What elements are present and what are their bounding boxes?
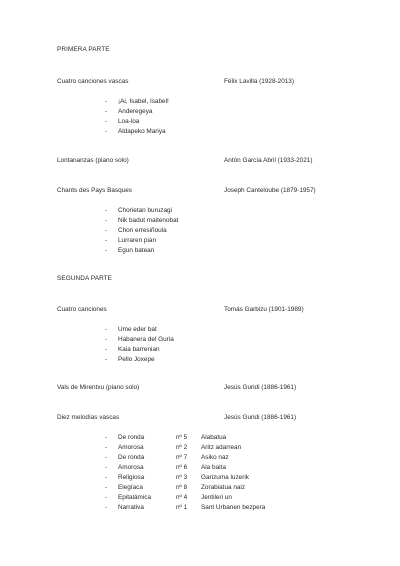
melody-title: Aritz adarrean [201,444,242,451]
melody-style: Amorosa [118,444,144,451]
list-item: ¡Ai, Isabel, Isabel! [118,98,169,105]
part-title-2: SEGUNDA PARTE [57,275,113,282]
list-bullet: - [105,217,108,224]
piece-composer: Jesús Guridi (1886-1961) [224,384,297,391]
list-bullet: - [105,207,108,214]
list-item: Nik badut maitenobat [118,217,179,224]
list-bullet: - [105,326,108,333]
list-bullet: - [105,128,108,135]
melody-style: Religiosa [118,474,145,481]
list-item: Chorietan buruzagi [118,207,172,214]
melody-number: nº 2 [176,444,188,451]
melody-title: Sant Urbanen bezpera [201,504,266,511]
melody-style: De ronda [118,434,145,441]
melody-title: Ala baita [201,464,226,471]
list-bullet: - [105,454,108,461]
melody-number: nº 3 [176,474,188,481]
melody-number: nº 7 [176,454,188,461]
list-bullet: - [105,464,108,471]
piece-composer: Joseph Canteloube (1879-1957) [224,187,316,194]
melody-title: Jentileri un [201,494,232,501]
list-bullet: - [105,227,108,234]
list-item: Lurraren pian [118,237,157,244]
piece-title: Cuatro canciones [57,306,107,313]
list-item: Anderegeya [118,108,153,115]
piece-composer: Tomás Garbizu (1901-1989) [224,306,304,313]
list-item: Aldapeko Mariya [118,128,166,135]
melody-style: Amorosa [118,464,144,471]
list-bullet: - [105,484,108,491]
list-bullet: - [105,118,108,125]
list-item: Habanera del Guria [118,336,174,343]
list-bullet: - [105,237,108,244]
part-title-1: PRIMERA PARTE [57,46,110,53]
piece-composer: Félix Lavilla (1928-2013) [224,78,294,85]
melody-number: nº 5 [176,434,188,441]
list-item: Ume eder bat [118,326,157,333]
melody-number: nº 4 [176,494,188,501]
piece-composer: Antón García Abril (1933-2021) [224,157,313,164]
piece-title: Diez melodías vascas [57,414,120,421]
list-item: Pello Joxepe [118,356,155,363]
piece-title: Chants des Pays Basques [57,187,132,194]
list-bullet: - [105,98,108,105]
list-bullet: - [105,474,108,481]
list-bullet: - [105,336,108,343]
list-bullet: - [105,108,108,115]
melody-title: Alabatua [201,434,227,441]
melody-number: nº 8 [176,484,188,491]
list-bullet: - [105,346,108,353]
melody-number: nº 1 [176,504,188,511]
list-item: Loa-loa [118,118,140,125]
piece-title: Cuatro canciones vascas [57,78,129,85]
list-bullet: - [105,494,108,501]
list-item: Chon erresiñoula [118,227,167,234]
list-bullet: - [105,247,108,254]
melody-style: De ronda [118,454,145,461]
piece-title: Lontananzas (piano solo) [57,157,129,164]
melody-style: Epitalámica [118,494,152,501]
list-bullet: - [105,356,108,363]
melody-style: Elegíaca [118,484,143,491]
list-bullet: - [105,504,108,511]
melody-title: Zorabiatua naiz [201,484,246,491]
melody-number: nº 6 [176,464,188,471]
piece-composer: Jesús Guridi (1886-1961) [224,414,297,421]
list-bullet: - [105,434,108,441]
list-item: Kaia barrenian [118,346,160,353]
melody-title: Asiko naz [201,454,229,461]
list-item: Egun batean [118,247,155,254]
melody-title: Garizuma luzerik [201,474,249,481]
melody-style: Narrativa [118,504,144,511]
piece-title: Vals de Mirentxu (piano solo) [57,384,140,391]
list-bullet: - [105,444,108,451]
